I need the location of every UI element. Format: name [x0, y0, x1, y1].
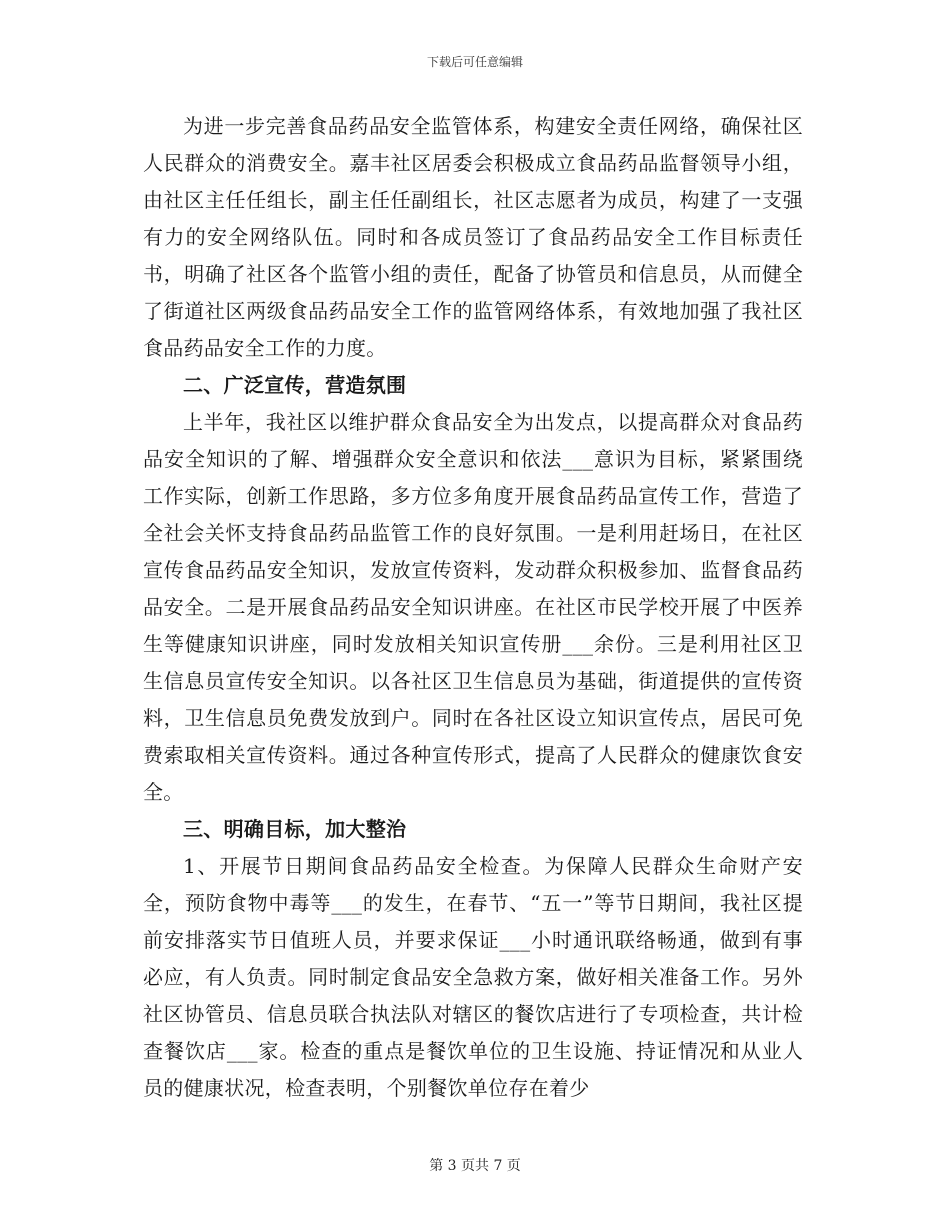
- page-header: 下载后可任意编辑: [426, 55, 523, 69]
- paragraph-intro: 为进一步完善食品药品安全监管体系，构建安全责任网络，确保社区人民群众的消费安全。嘉丰社区居委会积极成立食品药品监督领导小组，由社区主任任组长，副主任任副组长，社区志愿者为成员，构建了一支强有力的安全网络队伍。同时和各成员签订了食品药品安全工作目标责任书，明确了社区各个监管小组的责任，配备了协管员和信息员，从而健全了街道社区两级食品药品安全工作的监管网络体系，有效地加强了我社区食品药品安全工作的力度。: [143, 114, 803, 360]
- paragraph-inspection: 1、开展节日期间食品药品安全检查。为保障人民群众生命财产安全，预防食物中毒等___的发生，在春节、“五一”等节日期间，我社区提前安排落实节日值班人员，并要求保证___小时通讯联络畅通，做到有事必应，有人负责。同时制定食品安全急救方案，做好相关准备工作。另外社区协管员、信息员联合执法队对辖区的餐饮店进行了专项检查，共计检查餐饮店___家。检查的重点是餐饮单位的卫生设施、持证情况和从业人员的健康状况，检查表明，个别餐饮单位存在着少: [143, 854, 803, 1100]
- document-body: [143, 108, 803, 1107]
- section-heading-3: 三、明确目标，加大整治: [183, 817, 407, 841]
- paragraph-publicity: 上半年，我社区以维护群众食品安全为出发点，以提高群众对食品药品安全知识的了解、增强群众安全意识和依法___意识为目标，紧紧围绕工作实际，创新工作思路，多方位多角度开展食品药品宣传工作，营造了全社会关怀支持食品药品监管工作的良好氛围。一是利用赶场日，在社区宣传食品药品安全知识，发放宣传资料，发动群众积极参加、监督食品药品安全。二是开展食品药品安全知识讲座。在社区市民学校开展了中医养生等健康知识讲座，同时发放相关知识宣传册___余份。三是利用社区卫生信息员宣传安全知识。以各社区卫生信息员为基础，街道提供的宣传资料，卫生信息员免费发放到户。同时在各社区设立知识宣传点，居民可免费索取相关宣传资料。通过各种宣传形式，提高了人民群众的健康饮食安全。: [143, 410, 803, 804]
- page-footer: 第 3 页共 7 页: [429, 1158, 521, 1174]
- section-heading-2: 二、广泛宣传，营造氛围: [183, 373, 407, 397]
